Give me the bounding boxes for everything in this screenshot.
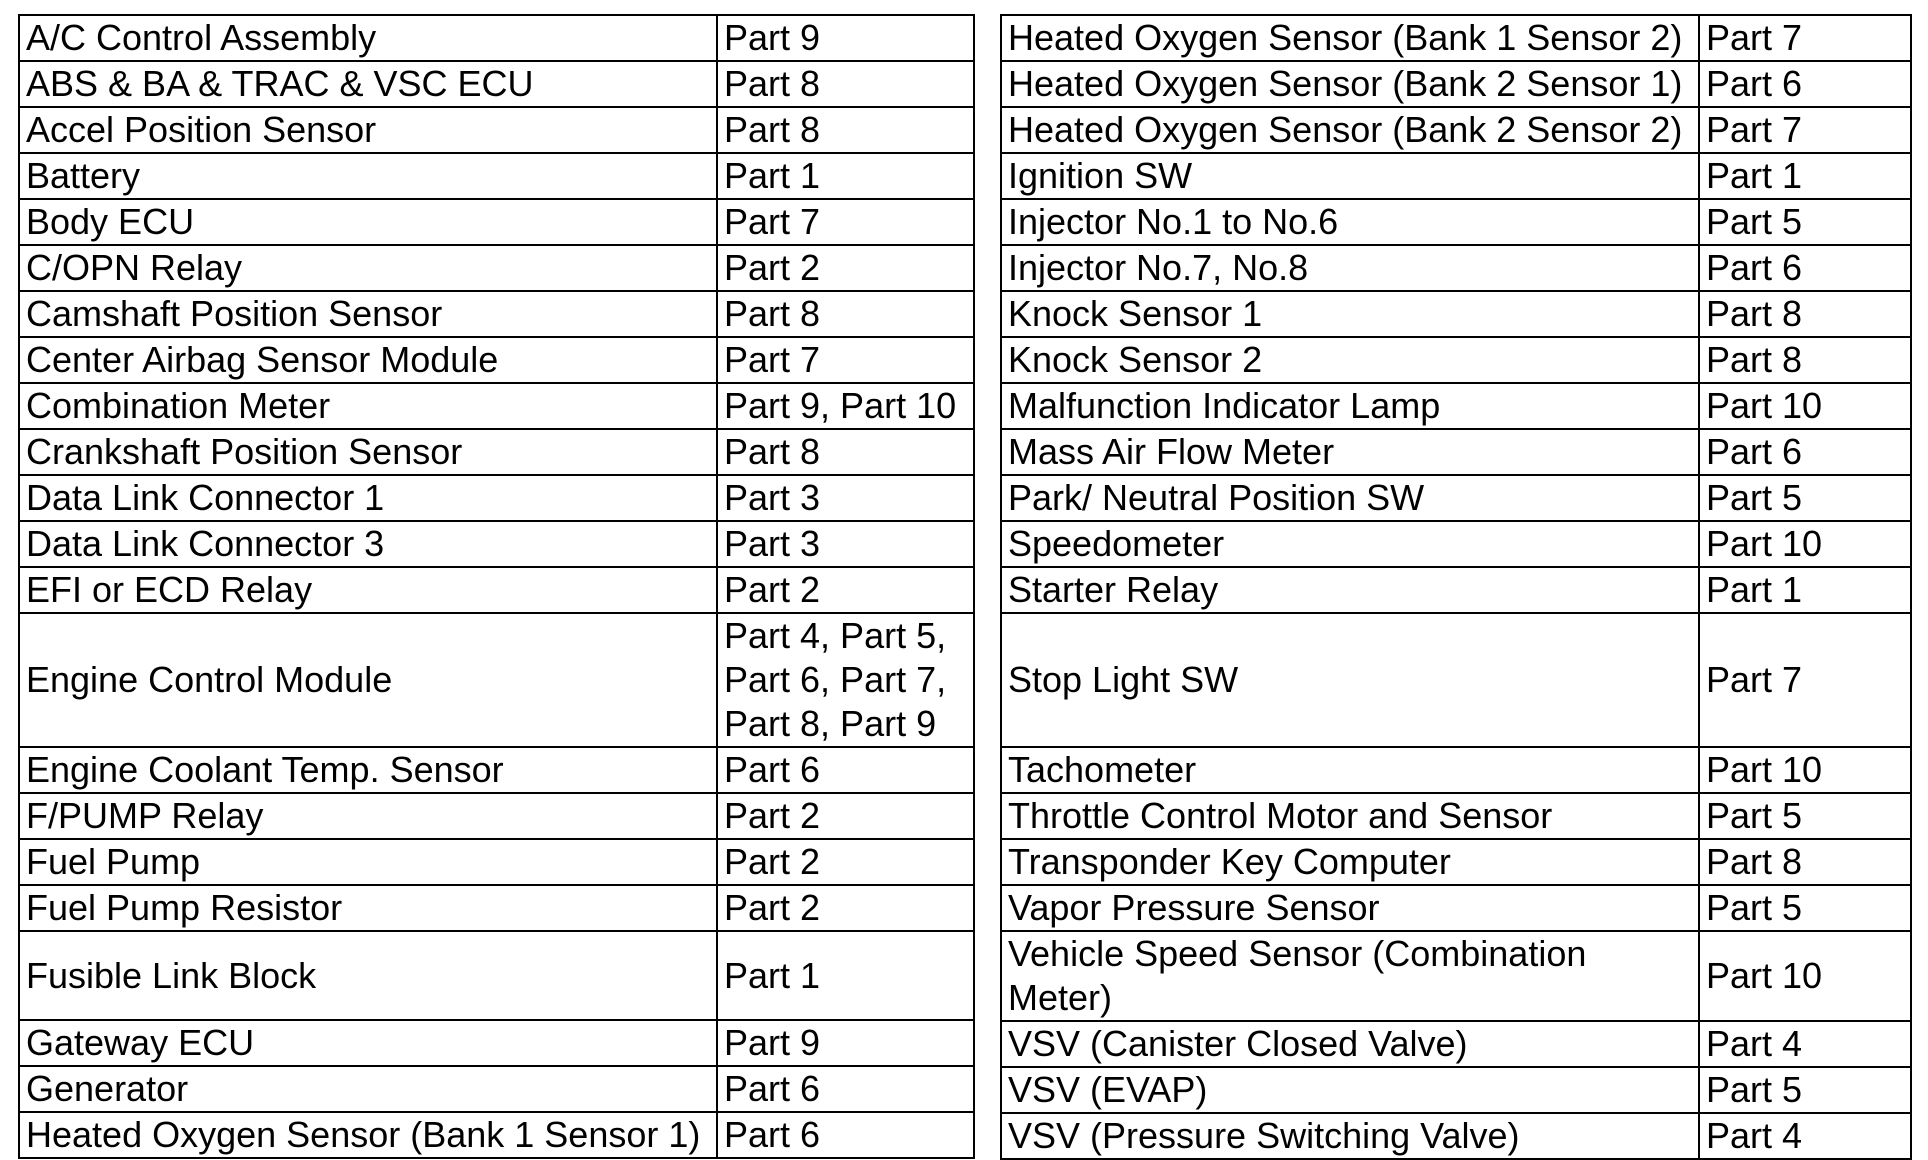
part-cell: Part 2 [717,567,974,613]
table-row [19,153,974,199]
table-row [1001,153,1911,199]
component-cell: Heated Oxygen Sensor (Bank 2 Sensor 1) [1001,61,1699,107]
component-cell: Body ECU [19,199,717,245]
table-row [1001,15,1911,61]
component-cell: Injector No.1 to No.6 [1001,199,1699,245]
component-cell: Generator [19,1066,717,1112]
part-cell: Part 8 [1699,337,1911,383]
part-cell: Part 8 [717,291,974,337]
part-cell: Part 6 [717,747,974,793]
table-row [19,839,974,885]
part-cell: Part 8 [1699,839,1911,885]
table-row [19,15,974,61]
component-cell: Combination Meter [19,383,717,429]
table-row [1001,885,1911,931]
part-cell: Part 10 [1699,931,1911,1021]
part-cell: Part 4, Part 5, Part 6, Part 7, Part 8, Part 9 [717,613,974,747]
component-cell: Tachometer [1001,747,1699,793]
part-cell: Part 3 [717,521,974,567]
table-row [19,567,974,613]
table-row [1001,245,1911,291]
part-cell: Part 2 [717,793,974,839]
part-cell: Part 7 [1699,613,1911,747]
component-cell: Starter Relay [1001,567,1699,613]
part-cell: Part 9 [717,15,974,61]
component-cell: EFI or ECD Relay [19,567,717,613]
table-row [1001,337,1911,383]
part-cell: Part 1 [1699,153,1911,199]
table-row [1001,931,1911,1021]
table-row [1001,291,1911,337]
table-row [1001,61,1911,107]
part-cell: Part 6 [717,1066,974,1112]
table-row [19,521,974,567]
part-cell: Part 1 [717,153,974,199]
table-row [19,885,974,931]
part-cell: Part 6 [1699,245,1911,291]
component-cell: Throttle Control Motor and Sensor [1001,793,1699,839]
component-cell: Injector No.7, No.8 [1001,245,1699,291]
table-row [19,793,974,839]
table-row [1001,521,1911,567]
table-row [1001,747,1911,793]
component-cell: Vapor Pressure Sensor [1001,885,1699,931]
table-row [1001,475,1911,521]
component-cell: VSV (Pressure Switching Valve) [1001,1113,1699,1159]
table-row [19,61,974,107]
table-row [1001,1021,1911,1067]
component-cell: Battery [19,153,717,199]
table-row [1001,839,1911,885]
table-row [19,383,974,429]
component-cell: Heated Oxygen Sensor (Bank 1 Sensor 2) [1001,15,1699,61]
part-cell: Part 10 [1699,383,1911,429]
table-row [1001,199,1911,245]
table-row [1001,1067,1911,1113]
component-cell: A/C Control Assembly [19,15,717,61]
component-cell: Center Airbag Sensor Module [19,337,717,383]
table-row [19,1066,974,1112]
part-cell: Part 10 [1699,747,1911,793]
component-cell: Mass Air Flow Meter [1001,429,1699,475]
component-cell: Heated Oxygen Sensor (Bank 2 Sensor 2) [1001,107,1699,153]
component-cell: Accel Position Sensor [19,107,717,153]
component-cell: Data Link Connector 1 [19,475,717,521]
right-index-table [1000,14,1912,1160]
part-cell: Part 5 [1699,793,1911,839]
table-row [19,747,974,793]
component-cell: Fuel Pump Resistor [19,885,717,931]
part-cell: Part 7 [1699,15,1911,61]
part-cell: Part 2 [717,245,974,291]
table-row [1001,107,1911,153]
table-row [1001,567,1911,613]
table-row [19,429,974,475]
part-cell: Part 7 [717,199,974,245]
part-cell: Part 5 [1699,475,1911,521]
component-cell: Heated Oxygen Sensor (Bank 1 Sensor 1) [19,1112,717,1158]
part-cell: Part 4 [1699,1021,1911,1067]
component-cell: Fuel Pump [19,839,717,885]
part-cell: Part 1 [1699,567,1911,613]
part-cell: Part 3 [717,475,974,521]
component-cell: Data Link Connector 3 [19,521,717,567]
table-row [19,613,974,747]
part-cell: Part 6 [717,1112,974,1158]
component-cell: Fusible Link Block [19,931,717,1020]
part-cell: Part 2 [717,885,974,931]
part-cell: Part 9, Part 10 [717,383,974,429]
table-row [1001,429,1911,475]
component-cell: Crankshaft Position Sensor [19,429,717,475]
part-cell: Part 1 [717,931,974,1020]
table-row [19,931,974,1020]
part-cell: Part 2 [717,839,974,885]
component-cell: ABS & BA & TRAC & VSC ECU [19,61,717,107]
component-cell: Speedometer [1001,521,1699,567]
table-row [19,291,974,337]
part-cell: Part 7 [1699,107,1911,153]
component-cell: VSV (EVAP) [1001,1067,1699,1113]
part-cell: Part 8 [717,107,974,153]
component-cell: Malfunction Indicator Lamp [1001,383,1699,429]
component-cell: Gateway ECU [19,1020,717,1066]
component-cell: VSV (Canister Closed Valve) [1001,1021,1699,1067]
component-cell: Engine Control Module [19,613,717,747]
part-cell: Part 8 [717,429,974,475]
table-row [19,475,974,521]
component-cell: Park/ Neutral Position SW [1001,475,1699,521]
component-cell: Stop Light SW [1001,613,1699,747]
table-row [1001,1113,1911,1159]
component-cell: Vehicle Speed Sensor (Combination Meter) [1001,931,1699,1021]
part-cell: Part 8 [717,61,974,107]
table-row [19,245,974,291]
part-cell: Part 7 [717,337,974,383]
part-cell: Part 8 [1699,291,1911,337]
part-cell: Part 5 [1699,885,1911,931]
part-cell: Part 10 [1699,521,1911,567]
table-row [1001,793,1911,839]
part-cell: Part 5 [1699,199,1911,245]
component-cell: C/OPN Relay [19,245,717,291]
table-row [19,199,974,245]
component-cell: Ignition SW [1001,153,1699,199]
table-row [1001,383,1911,429]
part-cell: Part 6 [1699,61,1911,107]
component-cell: Engine Coolant Temp. Sensor [19,747,717,793]
part-cell: Part 9 [717,1020,974,1066]
part-cell: Part 5 [1699,1067,1911,1113]
table-row [19,1020,974,1066]
component-cell: Knock Sensor 1 [1001,291,1699,337]
table-row [1001,613,1911,747]
component-cell: Knock Sensor 2 [1001,337,1699,383]
left-index-table [18,14,975,1159]
component-cell: Transponder Key Computer [1001,839,1699,885]
part-cell: Part 6 [1699,429,1911,475]
component-cell: F/PUMP Relay [19,793,717,839]
part-cell: Part 4 [1699,1113,1911,1159]
component-cell: Camshaft Position Sensor [19,291,717,337]
table-row [19,107,974,153]
table-row [19,337,974,383]
table-row [19,1112,974,1158]
